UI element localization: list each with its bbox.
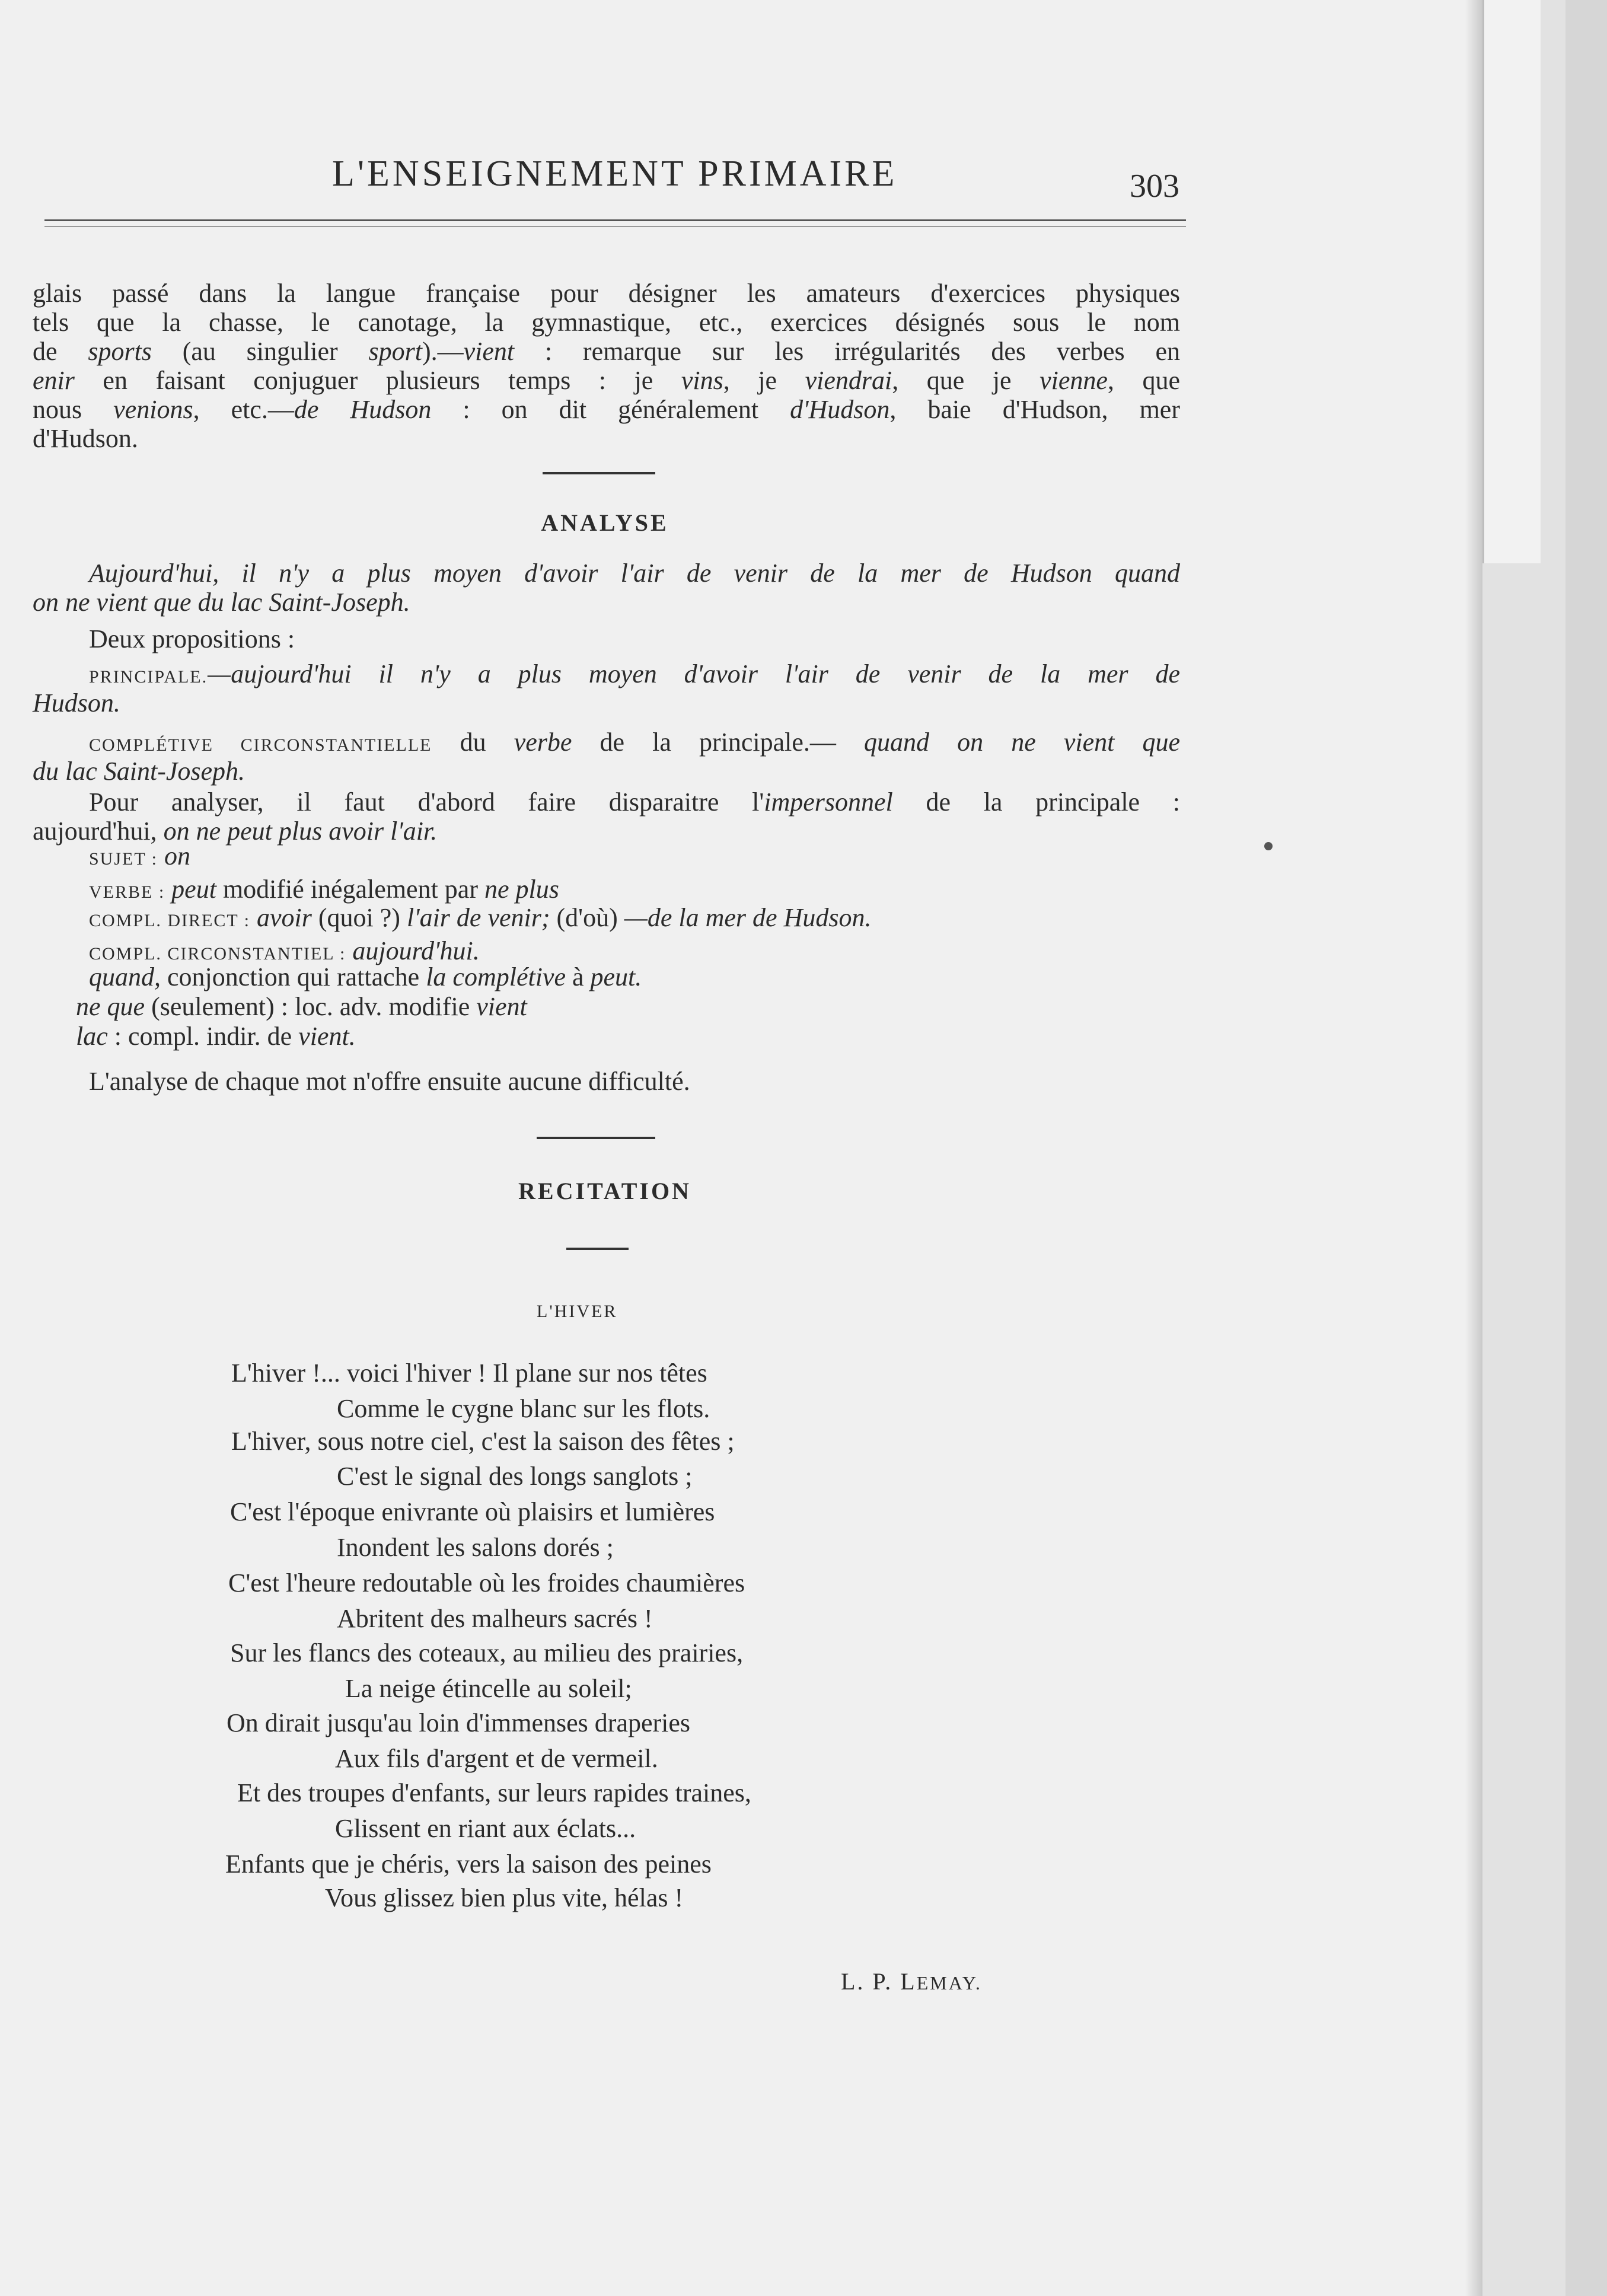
lac-row: lac : compl. indir. de vient.: [76, 1022, 356, 1051]
compl-circ-value: aujourd'hui.: [352, 936, 480, 965]
page-stack-flap: [1482, 0, 1541, 563]
poem-title: L'HIVER: [537, 1302, 618, 1321]
sujet-label: SUJET :: [89, 849, 158, 869]
poem-line: L'hiver, sous notre ciel, c'est la saison des fêtes ;: [231, 1427, 735, 1456]
author-signature: L. P. LEMAY.: [841, 1968, 982, 1995]
poem-line: C'est l'époque enivrante où plaisirs et lumières: [230, 1497, 715, 1526]
intro-line: de sports (au singulier sport).—vient : remarque sur les irrégularités des verbes en: [33, 337, 1180, 366]
poem-line: La neige étincelle au soleil;: [345, 1674, 632, 1703]
compl-direct-row: COMPL. DIRECT : avoir (quoi ?) l'air de venir; (d'où) —de la mer de Hudson.: [89, 903, 872, 932]
pour-analyser-block: Pour analyser, il faut d'abord faire disparaitre l'impersonnel de la principale : aujourd'hui, on ne peut plus avoir l'air.: [33, 787, 1181, 846]
poem-line: Inondent les salons dorés ;: [337, 1533, 614, 1562]
principale-text: —aujourd'hui il n'y a plus moyen d'avoir l'air de venir de la mer de: [208, 659, 1180, 688]
analyse-closing: L'analyse de chaque mot n'offre ensuite aucune difficulté.: [89, 1067, 690, 1096]
section-divider: [543, 472, 655, 474]
verbe-label: VERBE :: [89, 882, 165, 902]
verbe-row: VERBE : peut modifié inégalement par ne plus: [89, 875, 559, 904]
intro-line: d'Hudson.: [33, 424, 138, 453]
quand-row: quand, conjonction qui rattache la complétive à peut.: [89, 962, 642, 991]
analyse-sentence-line: on ne vient que du lac Saint-Joseph.: [33, 588, 410, 617]
page-edge-shadow: [1465, 0, 1482, 2296]
header-rule: [44, 219, 1186, 221]
section-divider-short: [566, 1248, 629, 1250]
principale-label: PRINCIPALE.: [89, 667, 208, 687]
poem-line: Comme le cygne blanc sur les flots.: [337, 1394, 710, 1423]
header-rule-thin: [44, 226, 1186, 227]
poem-line: L'hiver !... voici l'hiver ! Il plane sur nos têtes: [231, 1359, 707, 1388]
analyse-sentence-line: Aujourd'hui, il n'y a plus moyen d'avoir l'air de venir de la mer de Hudson quand: [89, 559, 1180, 588]
intro-line: tels que la chasse, le canotage, la gymnastique, etc., exercices désignés sous le nom: [33, 308, 1180, 337]
compl-direct-label: COMPL. DIRECT :: [89, 911, 250, 930]
intro-line: glais passé dans la langue française pour désigner les amateurs d'exercices physiques: [33, 279, 1180, 308]
intro-line: enir en faisant conjuguer plusieurs temps : je vins, je viendrai, que je vienne, que: [33, 366, 1180, 395]
poem-line: Vous glissez bien plus vite, hélas !: [325, 1883, 684, 1912]
principale-block: [33, 659, 1180, 718]
ink-speck: [1264, 842, 1273, 850]
compl-circ-label: COMPL. CIRCONSTANTIEL :: [89, 944, 346, 964]
sujet-row: [89, 841, 190, 871]
ne-que-row: ne que (seulement) : loc. adv. modifie vient: [76, 992, 527, 1021]
page-number: 303: [1130, 168, 1179, 205]
sujet-value: on: [164, 841, 190, 870]
analyse-heading: ANALYSE: [541, 509, 669, 536]
intro-line: nous venions, etc.—de Hudson : on dit généralement d'Hudson, baie d'Hudson, mer: [33, 395, 1180, 424]
completive-block: COMPLÉTIVE CIRCONSTANTIELLE du verbe de la principale.— quand on ne vient que du lac Saint-Joseph.: [33, 728, 1180, 786]
completive-text-cont: du lac Saint-Joseph.: [33, 757, 245, 786]
poem-line: Enfants que je chéris, vers la saison des peines: [225, 1849, 712, 1879]
completive-label: COMPLÉTIVE CIRCONSTANTIELLE: [89, 735, 432, 755]
running-title: L'ENSEIGNEMENT PRIMAIRE: [332, 154, 898, 194]
poem-line: On dirait jusqu'au loin d'immenses draperies: [227, 1708, 691, 1737]
poem-line: Abritent des malheurs sacrés !: [337, 1604, 653, 1633]
principale-text-cont: Hudson.: [33, 688, 120, 718]
analyse-sentence: [33, 559, 1180, 617]
deux-propositions: Deux propositions :: [89, 624, 295, 653]
recitation-heading: RECITATION: [518, 1178, 691, 1204]
poem-line: Et des troupes d'enfants, sur leurs rapides traines,: [237, 1778, 751, 1807]
poem-line: C'est le signal des longs sanglots ;: [337, 1462, 693, 1491]
poem-line: Sur les flancs des coteaux, au milieu des prairies,: [230, 1638, 744, 1667]
section-divider: [537, 1137, 655, 1139]
poem-line: Glissent en riant aux éclats...: [335, 1814, 636, 1843]
intro-paragraph: [33, 279, 1180, 453]
poem-line: Aux fils d'argent et de vermeil.: [335, 1744, 658, 1773]
poem-line: C'est l'heure redoutable où les froides chaumières: [228, 1568, 745, 1597]
